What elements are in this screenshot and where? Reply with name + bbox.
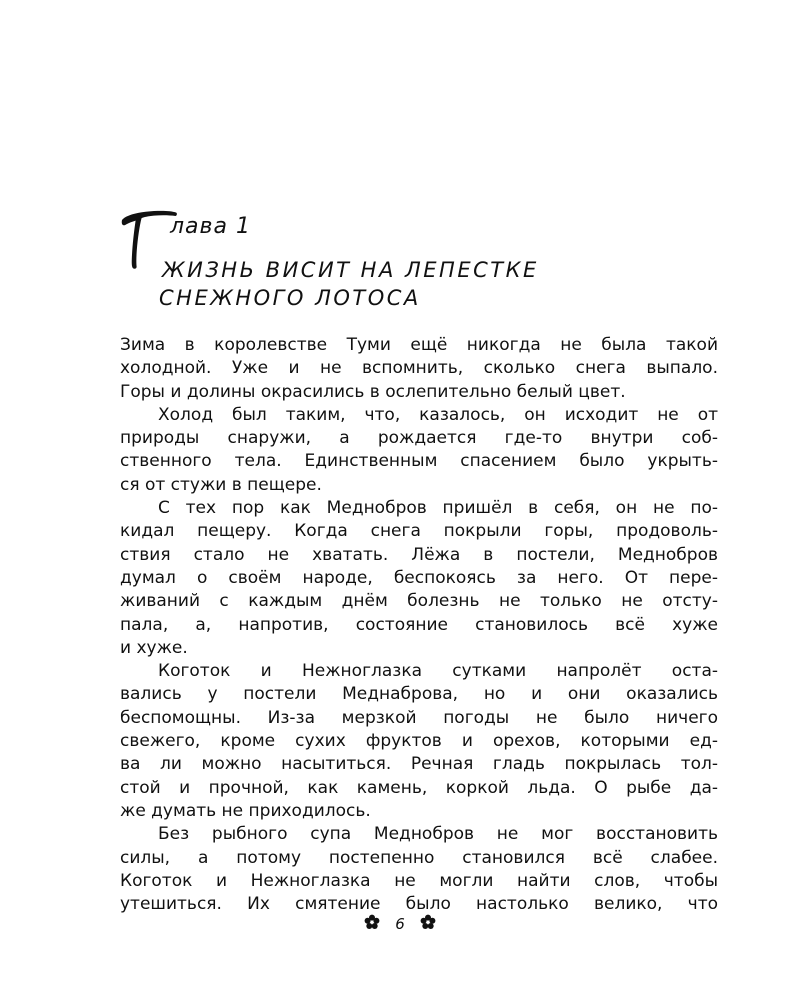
- page-number: 6: [395, 915, 405, 933]
- body-text-line: пала, а, напротив, состояние становилось всё хуже: [120, 614, 718, 635]
- body-text-line: ва ли можно насытиться. Речная гладь покрылась тол-: [120, 754, 718, 775]
- body-text-line: Коготок и Нежноглазка сутками напролёт оста-: [158, 661, 718, 682]
- chapter-title: [159, 256, 539, 312]
- flower-icon: [420, 914, 436, 934]
- body-text-line: ственного тела. Единственным спасением было укрыть-: [120, 451, 718, 472]
- chapter-title-line: ЖИЗНЬ ВИСИТ НА ЛЕПЕСТКЕ: [162, 258, 539, 282]
- chapter-heading: [118, 208, 738, 318]
- chapter-label: лава 1: [170, 214, 251, 239]
- body-text-line: природы снаружи, а рождается где-то внутри соб-: [120, 428, 718, 449]
- body-text-line: Зима в королевстве Туми ещё никогда не была такой: [120, 335, 718, 355]
- body-text-line: кидал пещеру. Когда снега покрыли горы, продоволь-: [120, 521, 718, 542]
- body-text-line: вались у постели Меднаброва, но и они оказались: [120, 684, 718, 705]
- body-text-line: живаний с каждым днём болезнь не только не отсту-: [120, 591, 718, 612]
- body-text-line: Холод был таким, что, казалось, он исходит не от: [158, 404, 718, 425]
- body-text-line: стой и прочной, как камень, коркой льда. О рыбе да-: [120, 777, 718, 798]
- body-text-line: ствия стало не хватать. Лёжа в постели, Меднобров: [120, 544, 718, 565]
- flower-icon: [364, 914, 380, 934]
- chapter-title-line: СНЕЖНОГО ЛОТОСА: [159, 286, 421, 310]
- body-text-line: свежего, кроме сухих фруктов и орехов, которыми ед-: [120, 731, 718, 752]
- body-text-line: же думать не приходилось.: [120, 800, 371, 821]
- body-text-line: силы, а потому постепенно становился всё слабее.: [120, 847, 718, 868]
- body-text-line: думал о своём народе, беспокоясь за него. От пере-: [120, 567, 718, 588]
- body-text-line: С тех пор как Меднобров пришёл в себя, он не по-: [158, 498, 718, 519]
- page-footer: [0, 914, 800, 934]
- body-text-line: и хуже.: [120, 637, 188, 658]
- body-text-line: беспомощны. Из-за мерзкой погоды не было ничего: [120, 707, 718, 728]
- body-text-line: холодной. Уже и не вспомнить, сколько снега выпало.: [120, 358, 718, 379]
- body-text-line: Коготок и Нежноглазка не могли найти слов, чтобы: [120, 870, 718, 891]
- body-text-line: утешиться. Их смятение было настолько велико, что: [120, 894, 718, 915]
- body-text-line: ся от стужи в пещере.: [120, 474, 322, 495]
- body-text-line: Без рыбного супа Меднобров не мог восстановить: [158, 824, 718, 845]
- body-text-line: Горы и долины окрасились в ослепительно белый цвет.: [120, 381, 626, 402]
- body-text: [120, 334, 718, 916]
